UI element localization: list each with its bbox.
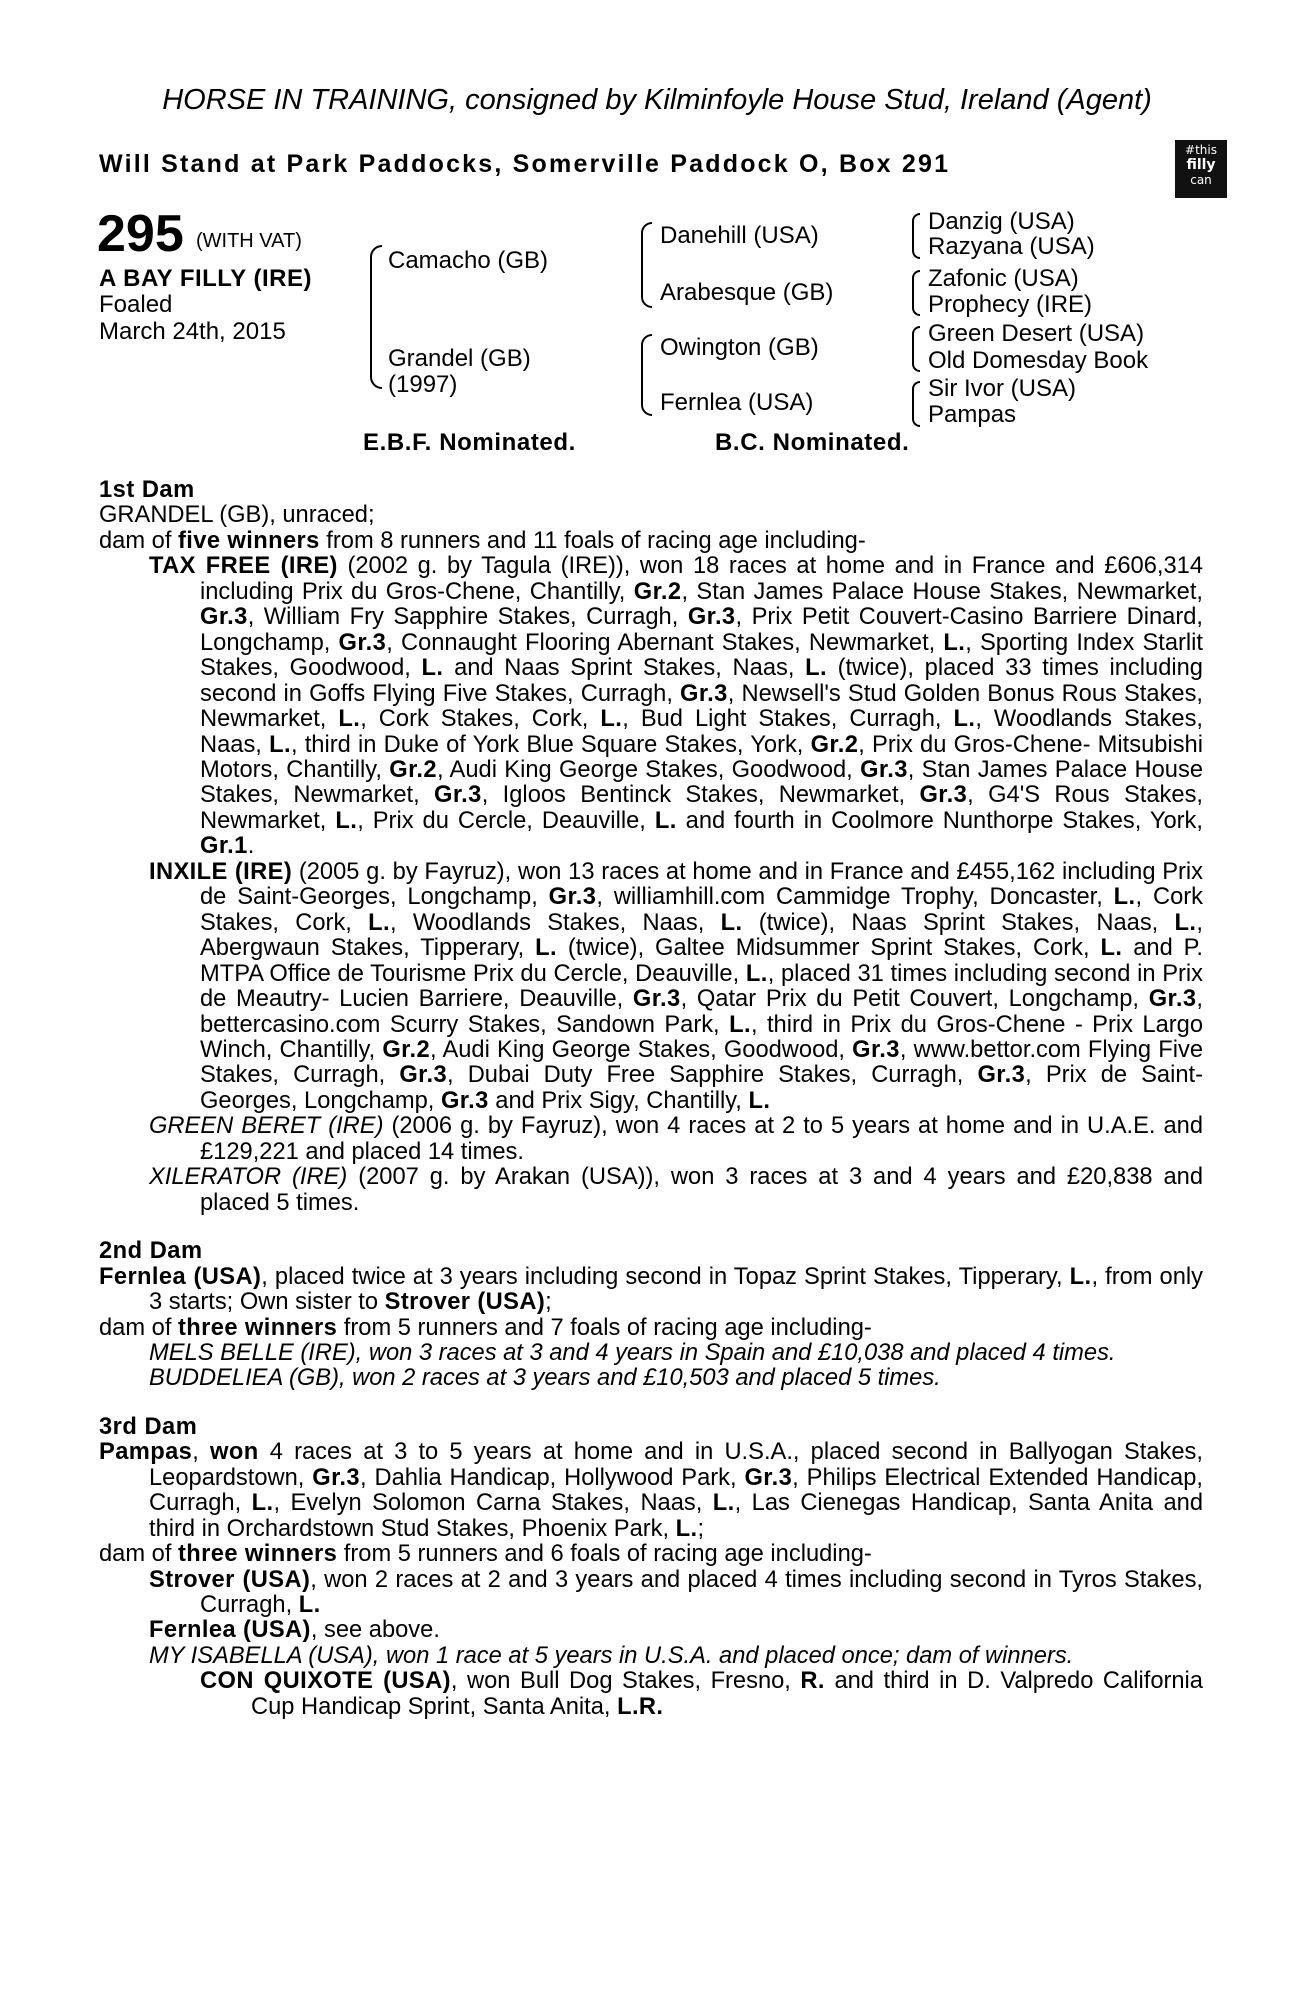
pedigree-sire-dam: Arabesque (GB) [660, 279, 834, 306]
produce-name: Strover (USA) [149, 1566, 311, 1593]
produce-entry-strover: Strover (USA), won 2 races at 2 and 3 years and placed 4 times including second in Tyros Stakes, Curragh, L. [149, 1566, 1203, 1619]
pedigree-dam: Grandel (GB) [388, 345, 531, 372]
pedigree-dam-year: (1997) [388, 371, 458, 398]
third-dam-heading: 3rd Dam [99, 1413, 198, 1440]
pedigree-bracket-g3 [912, 326, 920, 372]
produce-name: XILERATOR (IRE) [149, 1164, 348, 1191]
produce-entry-con-quixote: CON QUIXOTE (USA), won Bull Dog Stakes, Fresno, R. and third in D. Valpredo California Cup Handicap Sprint, Santa Anita, L.R. [200, 1668, 1203, 1720]
pedigree-g2: Razyana (USA) [928, 233, 1095, 260]
first-dam-heading: 1st Dam [99, 477, 195, 503]
pedigree-sire: Camacho (GB) [388, 247, 549, 274]
foaled-label: Foaled [99, 291, 173, 318]
lot-number: 295 [97, 205, 184, 263]
pedigree-dam-sire: Owington (GB) [660, 334, 819, 361]
pedigree-g6: Old Domesday Book [928, 347, 1149, 374]
foaled-date: March 24th, 2015 [99, 318, 286, 345]
second-dam-produce-summary: dam of three winners from 5 runners and 7 foals of racing age including- [99, 1314, 872, 1341]
catalogue-header: HORSE IN TRAINING, consigned by Kilminfoyle House Stud, Ireland (Agent) [162, 84, 1152, 116]
this-filly-can-logo [1175, 140, 1227, 198]
logo-line-1: #this [1185, 143, 1217, 157]
pedigree-bracket-g1 [912, 213, 920, 259]
stand-location: Will Stand at Park Paddocks, Somerville Paddock O, Box 291 [99, 150, 951, 178]
pedigree-bracket-sire-line [641, 222, 652, 308]
pedigree-bracket-g4 [912, 381, 920, 427]
ebf-nomination: E.B.F. Nominated. [363, 429, 576, 456]
pedigree-g1: Danzig (USA) [928, 208, 1075, 235]
catalogue-body [99, 478, 1203, 1720]
produce-entry-tax-free: TAX FREE (IRE) (2002 g. by Tagula (IRE)), won 18 races at home and in France and £606,314 including Prix du Gros-Chene, Chantilly, Gr.2, Stan James Palace House Stakes, Newmarket, Gr.3, William Fry Sapphire Stakes, Curragh, Gr.3, Prix Petit Couvert-Casino Barriere Dinard, Longchamp, Gr.3, Connaught Flooring Abernant Stakes, Newmarket, L., Sporting Index Starlit Stakes, Goodwood, L. and Naas Sprint Stakes, Naas, L. (twice), placed 33 times including second in Goffs Flying Five Stakes, Curragh, Gr.3, Newsell's Stud Golden Bonus Rous Stakes, Newmarket, L., Cork Stakes, Cork, L., Bud Light Stakes, Curragh, L., Woodlands Stakes, Naas, L., third in Duke of York Blue Square Stakes, York, Gr.2, Prix du Gros-Chene- Mitsubishi Motors, Chantilly, Gr.2, Audi King George Stakes, Goodwood, Gr.3, Stan James Palace House Stakes, Newmarket, Gr.3, Igloos Bentinck Stakes, Newmarket, Gr.3, G4'S Rous Stakes, Newmarket, L., Prix du Cercle, Deauville, L. and fourth in Coolmore Nunthorpe Stakes, York, Gr.1. [149, 553, 1204, 860]
pedigree-g7: Sir Ivor (USA) [928, 375, 1077, 402]
pedigree-dam-dam: Fernlea (USA) [660, 389, 814, 416]
third-dam-produce-summary: dam of three winners from 5 runners and 6 foals of racing age including- [99, 1541, 872, 1568]
bc-nomination: B.C. Nominated. [715, 429, 910, 456]
produce-entry-green-beret: GREEN BERET (IRE) (2006 g. by Fayruz), won 4 races at 2 to 5 years at home and in U.A.E. and £129,221 and placed 14 times. [149, 1113, 1203, 1165]
pedigree-bracket-g2 [912, 270, 920, 316]
pedigree-bracket-sire-dam [370, 245, 382, 389]
pedigree-g3: Zafonic (USA) [928, 265, 1079, 292]
horse-name: A BAY FILLY (IRE) [99, 265, 312, 292]
produce-name: INXILE (IRE) [149, 858, 293, 885]
pedigree-g8: Pampas [928, 401, 1017, 428]
vat-note: (WITH VAT) [196, 230, 302, 252]
second-dam-record: Fernlea (USA), placed twice at 3 years including second in Topaz Sprint Stakes, Tipperary, L., from only 3 starts; Own sister to Strover (USA); [99, 1263, 1203, 1316]
pedigree-bracket-dam-line [641, 334, 652, 416]
pedigree-g4: Prophecy (IRE) [928, 291, 1093, 318]
pedigree-g5: Green Desert (USA) [928, 320, 1145, 347]
produce-name: TAX FREE (IRE) [149, 553, 338, 580]
second-dam-heading: 2nd Dam [99, 1238, 203, 1265]
produce-entry-mels-belle: MELS BELLE (IRE), won 3 races at 3 and 4 years in Spain and £10,038 and placed 4 times. [149, 1339, 1116, 1366]
produce-entry-inxile: INXILE (IRE) (2005 g. by Fayruz), won 13 races at home and in France and £455,162 including Prix de Saint-Georges, Longchamp, Gr.3, williamhill.com Cammidge Trophy, Doncaster, L., Cork Stakes, Cork, L., Woodlands Stakes, Naas, L. (twice), Naas Sprint Stakes, Naas, L., Abergwaun Stakes, Tipperary, L. (twice), Galtee Midsummer Sprint Stakes, Cork, L. and P. MTPA Office de Tourisme Prix du Cercle, Deauville, L., placed 31 times including second in Prix de Meautry- Lucien Barriere, Deauville, Gr.3, Qatar Prix du Petit Couvert, Longchamp, Gr.3, bettercasino.com Scurry Stakes, Sandown Park, L., third in Prix du Gros-Chene - Prix Largo Winch, Chantilly, Gr.2, Audi King George Stakes, Goodwood, Gr.3, www.bettor.com Flying Five Stakes, Curragh, Gr.3, Dubai Duty Free Sapphire Stakes, Curragh, Gr.3, Prix de Saint-Georges, Longchamp, Gr.3 and Prix Sigy, Chantilly, L. [149, 858, 1204, 1114]
first-dam-produce-summary: dam of five winners from 8 runners and 11 foals of racing age including- [99, 527, 866, 554]
pedigree-sire-sire: Danehill (USA) [660, 222, 819, 249]
produce-name: GREEN BERET (IRE) [149, 1113, 384, 1140]
produce-entry-my-isabella: MY ISABELLA (USA), won 1 race at 5 years in U.S.A. and placed once; dam of winners. [149, 1642, 1074, 1669]
produce-entry-xilerator: XILERATOR (IRE) (2007 g. by Arakan (USA)), won 3 races at 3 and 4 years and £20,838 and placed 5 times. [149, 1164, 1204, 1216]
first-dam-line: GRANDEL (GB), unraced; [99, 502, 375, 529]
produce-name: CON QUIXOTE (USA) [200, 1668, 451, 1695]
third-dam-record: Pampas, won 4 races at 3 to 5 years at home and in U.S.A., placed second in Ballyogan Stakes, Leopardstown, Gr.3, Dahlia Handicap, Hollywood Park, Gr.3, Philips Electrical Extended Handicap, Curragh, L., Evelyn Solomon Carna Stakes, Naas, L., Las Cienegas Handicap, Santa Anita and third in Orchardstown Stud Stakes, Phoenix Park, L.; [99, 1439, 1203, 1542]
logo-line-3: can [1190, 173, 1212, 187]
produce-entry-fernlea: Fernlea (USA), see above. [149, 1617, 440, 1644]
logo-line-2: filly [1186, 157, 1216, 173]
produce-entry-buddeliea: BUDDELIEA (GB), won 2 races at 3 years and £10,503 and placed 5 times. [149, 1365, 941, 1392]
